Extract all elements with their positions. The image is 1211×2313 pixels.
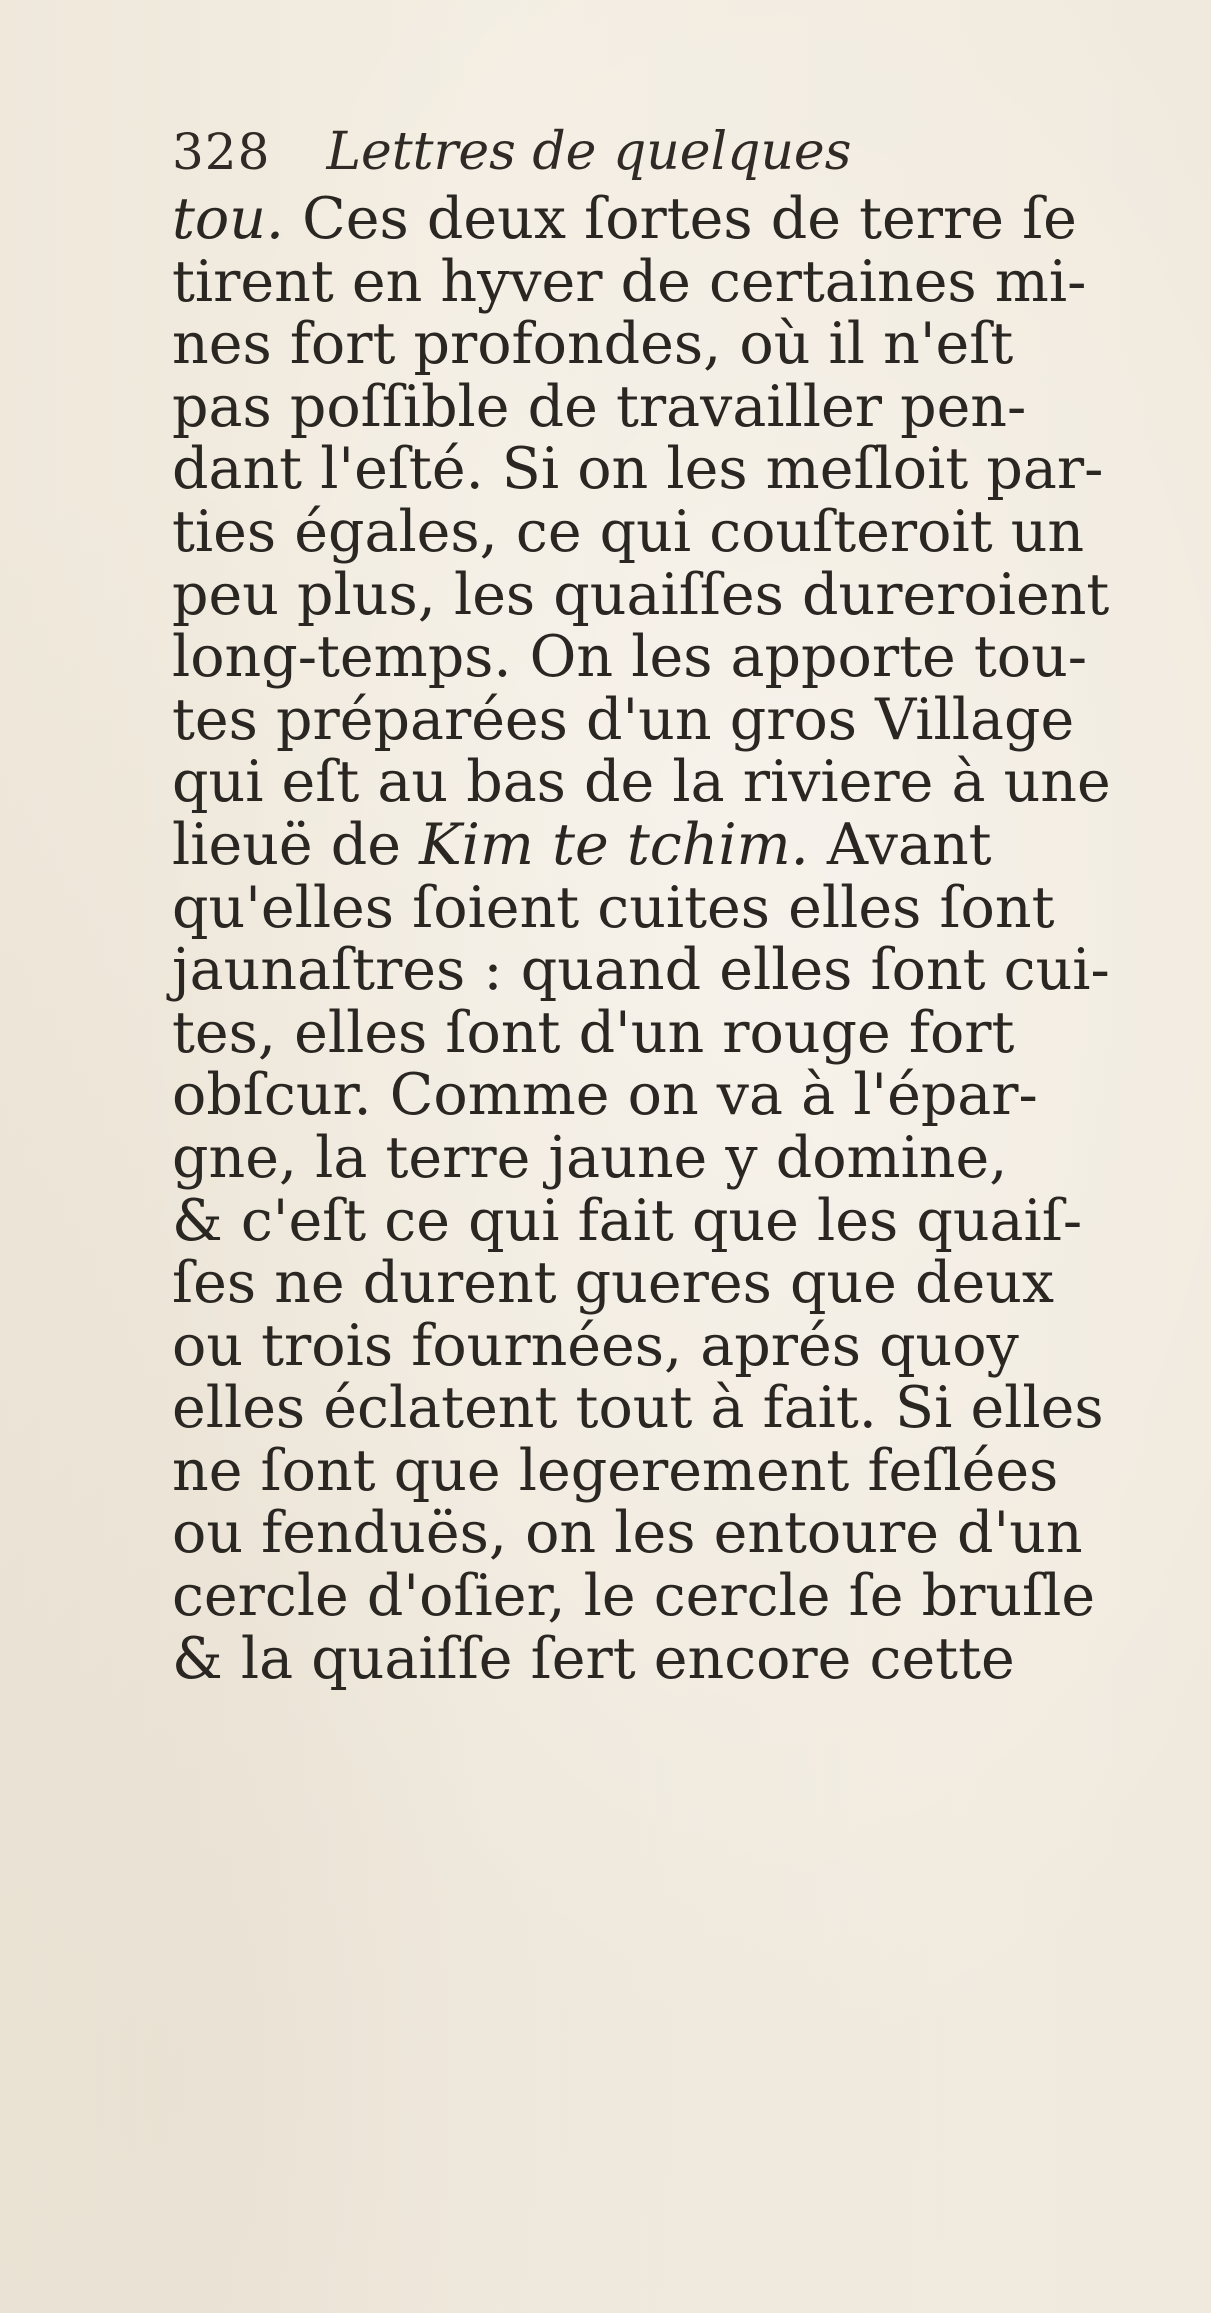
text-line: nes fort profondes, où il n'eſt	[172, 311, 1014, 378]
text-line: gne, la terre jaune y domine,	[172, 1124, 1008, 1191]
text-line: tou. Ces deux ſortes de terre ſe	[172, 186, 1077, 252]
page-number: 328	[172, 123, 271, 181]
body-text	[172, 188, 1132, 1690]
text-line: & c'eſt ce qui fait que les quaiſ-	[172, 1187, 1083, 1254]
text-line: cercle d'oſier, le cercle ſe bruſle	[172, 1563, 1096, 1630]
text-line: qui eſt au bas de la riviere à une	[172, 749, 1111, 816]
text-line: qu'elles ſoient cuites elles ſont	[172, 874, 1055, 941]
text-line: obſcur. Comme on va à l'épar-	[172, 1062, 1038, 1129]
text-line: pas poſſible de travailler pen-	[172, 373, 1027, 440]
text-line: jaunaſtres : quand elles ſont cui-	[172, 937, 1110, 1004]
text-line: lieuë de Kim te tchim. Avant	[172, 811, 992, 878]
text-line: & la quaiſſe ſert encore cette	[172, 1625, 1015, 1692]
text-line: ou trois fournées, aprés quoy	[172, 1312, 1019, 1379]
text-line: ou fenduës, on les entoure d'un	[172, 1500, 1083, 1567]
text-line: ties égales, ce qui couſteroit un	[172, 498, 1085, 565]
text-line: elles éclatent tout à fait. Si elles	[172, 1375, 1104, 1442]
text-line: tes préparées d'un gros Village	[172, 686, 1075, 753]
text-line: tes, elles ſont d'un rouge fort	[172, 999, 1015, 1066]
text-line: dant l'eſté. Si on les meſloit par-	[172, 436, 1104, 503]
text-line: tirent en hyver de certaines mi-	[172, 248, 1087, 315]
text-line: ne ſont que legerement feſlées	[172, 1437, 1059, 1504]
text-line: peu plus, les quaiſſes dureroient	[172, 561, 1110, 628]
page-header	[172, 112, 1072, 192]
text-line: ſes ne durent gueres que deux	[172, 1250, 1055, 1317]
text-line: long-temps. On les apporte tou-	[172, 624, 1088, 691]
running-title: Lettres de quelques	[326, 122, 852, 182]
